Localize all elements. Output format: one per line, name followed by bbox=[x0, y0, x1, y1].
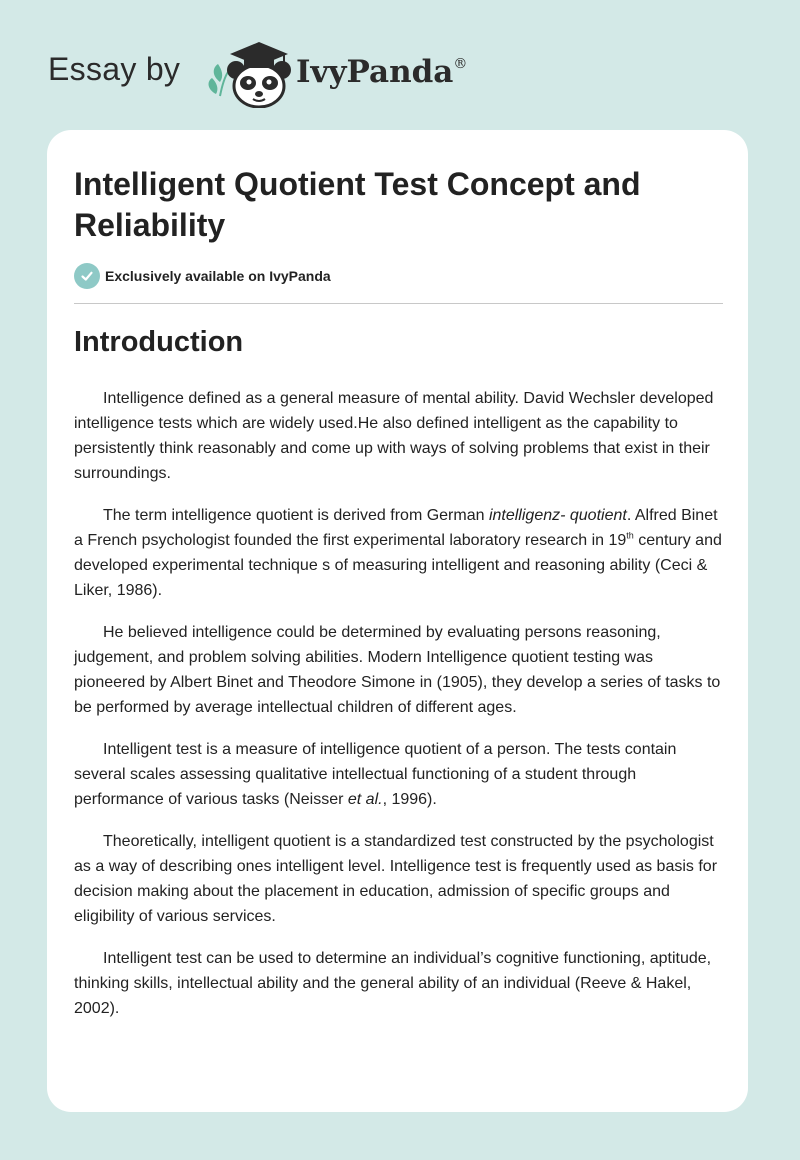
paragraph-2-italic-term: intelligenz- quotient bbox=[488, 507, 627, 524]
essay-card bbox=[47, 130, 748, 1112]
check-icon bbox=[74, 263, 100, 289]
ivypanda-brand-name[interactable] bbox=[296, 54, 467, 90]
paragraph-6: Intelligent test can be used to determine an individual’s cognitive functioning, aptitude, thinking skills, intellectual ability and the general ability of an individual (Reeve & Hakel, 2002). bbox=[74, 950, 712, 1017]
paragraph-5: Theoretically, intelligent quotient is a standardized test constructed by the psychologist as a way of describing ones intelligent level. Intelligence test is frequently used as basis for decision making about the placement in education, admission of specific groups and eligibility of various services. bbox=[74, 833, 718, 925]
paragraph-3: He believed intelligence could be determined by evaluating persons reasoning, judgement, and problem solving abilities. Modern Intelligence quotient testing was pioneered by Albert Binet and Theodore Simone in (1905), they develop a series of tasks to be performed by average intellectual children of different ages. bbox=[74, 624, 721, 716]
panda-graduate-logo-icon[interactable] bbox=[200, 36, 300, 108]
title-divider bbox=[74, 303, 723, 304]
paragraph-4-part-b: , 1996). bbox=[382, 791, 437, 808]
brand-text: IvyPanda bbox=[296, 54, 454, 90]
exclusive-badge bbox=[74, 263, 331, 289]
essay-title: Intelligent Quotient Test Concept and Reliability bbox=[74, 166, 641, 243]
paragraph-2-superscript: th bbox=[626, 530, 634, 541]
registered-mark: ® bbox=[453, 56, 468, 72]
paragraph-2-part-b: . Alfred Binet a French psychologist founded the first experimental laboratory research in 19 bbox=[74, 507, 718, 549]
paragraph-4-italic-etal: et al. bbox=[347, 791, 383, 808]
site-header bbox=[48, 36, 488, 116]
paragraph-4 bbox=[74, 737, 724, 812]
paragraph-2 bbox=[74, 503, 724, 603]
exclusive-badge-label: Exclusively available on IvyPanda bbox=[105, 268, 331, 284]
paragraph-2-part-a: The term intelligence quotient is derived from German bbox=[103, 507, 489, 524]
section-heading-introduction: Introduction bbox=[74, 326, 244, 358]
paragraph-1: Intelligence defined as a general measure of mental ability. David Wechsler developed intelligence tests which are widely used.He also defined intelligent as the capability to persistently think reasonably and come up with ways of solving problems that exist in their surroundings. bbox=[74, 390, 714, 482]
paragraph-2-part-c: century and developed experimental technique s of measuring intelligent and reasoning ability (Ceci & Liker, 1986). bbox=[74, 532, 722, 599]
paragraph-4-part-a: Intelligent test is a measure of intelligence quotient of a person. The tests contain several scales assessing qualitative intellectual functioning of a student through performance of various tasks (Neisser bbox=[74, 741, 677, 808]
essay-by-label: Essay by bbox=[48, 51, 181, 87]
essay-body bbox=[74, 386, 724, 1038]
